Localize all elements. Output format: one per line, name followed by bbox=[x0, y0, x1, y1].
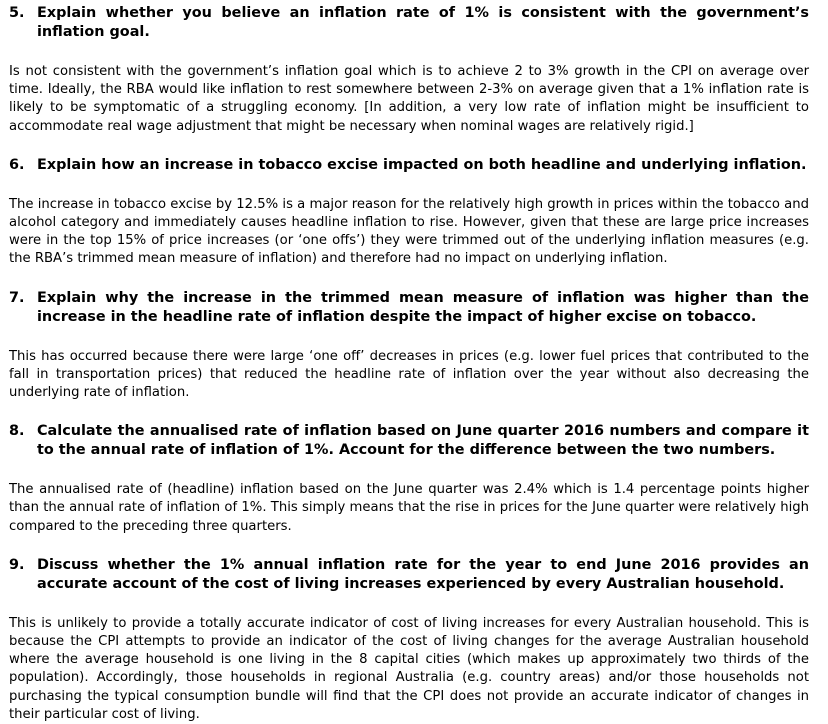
question-number: 6. bbox=[9, 156, 25, 173]
question-number: 9. bbox=[9, 556, 25, 573]
question-5 bbox=[9, 4, 809, 42]
question-text: Explain why the increase in the trimmed mean measure of inflation was higher than the increase in the headline rate of inflation despite the impact of higher excise on tobacco. bbox=[37, 289, 809, 325]
answer-9: This is unlikely to provide a totally accurate indicator of cost of living increases for every Australian household. This is because the CPI attempts to provide an indicator of the cost of living changes for the average Australian household where the average household is one living in the 8 capital cities (which makes up approximately two thirds of the population). Accordingly, those households in regional Australia (e.g. country areas) and/or those households not purchasing the typical consumption bundle will find that the CPI does not provide an accurate indicator of changes in their particular cost of living. bbox=[9, 615, 809, 722]
question-8 bbox=[9, 422, 809, 460]
question-number: 7. bbox=[9, 289, 25, 306]
question-7 bbox=[9, 289, 809, 327]
question-text: Discuss whether the 1% annual inflation rate for the year to end June 2016 provides an accurate account of the cost of living increases experienced by every Australian household. bbox=[37, 556, 809, 592]
answer-6: The increase in tobacco excise by 12.5% is a major reason for the relatively high growth in prices within the tobacco and alcohol category and immediately causes headline inflation to rise. However, given that these are large price increases were in the top 15% of price increases (or ‘one offs’) they were trimmed out of the underlying inflation measures (e.g. the RBA’s trimmed mean measure of inflation) and therefore had no impact on underlying inflation. bbox=[9, 196, 809, 267]
question-number: 8. bbox=[9, 423, 25, 440]
question-6 bbox=[9, 156, 809, 175]
answer-7: This has occurred because there were large ‘one off’ decreases in prices (e.g. lower fuel prices that contributed to the fall in transportation prices) that reduced the headline rate of inflation over the year without also decreasing the underlying rate of inflation. bbox=[9, 348, 809, 401]
answer-5: Is not consistent with the government’s inflation goal which is to achieve 2 to 3% growth in the CPI on average over time. Ideally, the RBA would like inflation to rest somewhere between 2-3% on average given that a 1% inflation rate is likely to be symptomatic of a struggling economy. [In addition, a very low rate of inflation might be insufficient to accommodate real wage adjustment that might be necessary when nominal wages are relatively rigid.] bbox=[9, 64, 809, 134]
document-page bbox=[9, 4, 809, 724]
question-text: Explain how an increase in tobacco excise impacted on both headline and underlying inflation. bbox=[37, 156, 807, 173]
question-9 bbox=[9, 556, 809, 594]
question-text: Calculate the annualised rate of inflation based on June quarter 2016 numbers and compare it to the annual rate of inflation of 1%. Account for the difference between the two numbers. bbox=[37, 423, 809, 459]
question-number: 5. bbox=[9, 5, 25, 21]
answer-8: The annualised rate of (headline) inflation based on the June quarter was 2.4% which is 1.4 percentage points higher than the annual rate of inflation of 1%. This simply means that the rise in prices for the June quarter were relatively high compared to the preceding three quarters. bbox=[9, 482, 809, 534]
question-text: Explain whether you believe an inflation rate of 1% is consistent with the government’s inflation goal. bbox=[37, 5, 809, 40]
